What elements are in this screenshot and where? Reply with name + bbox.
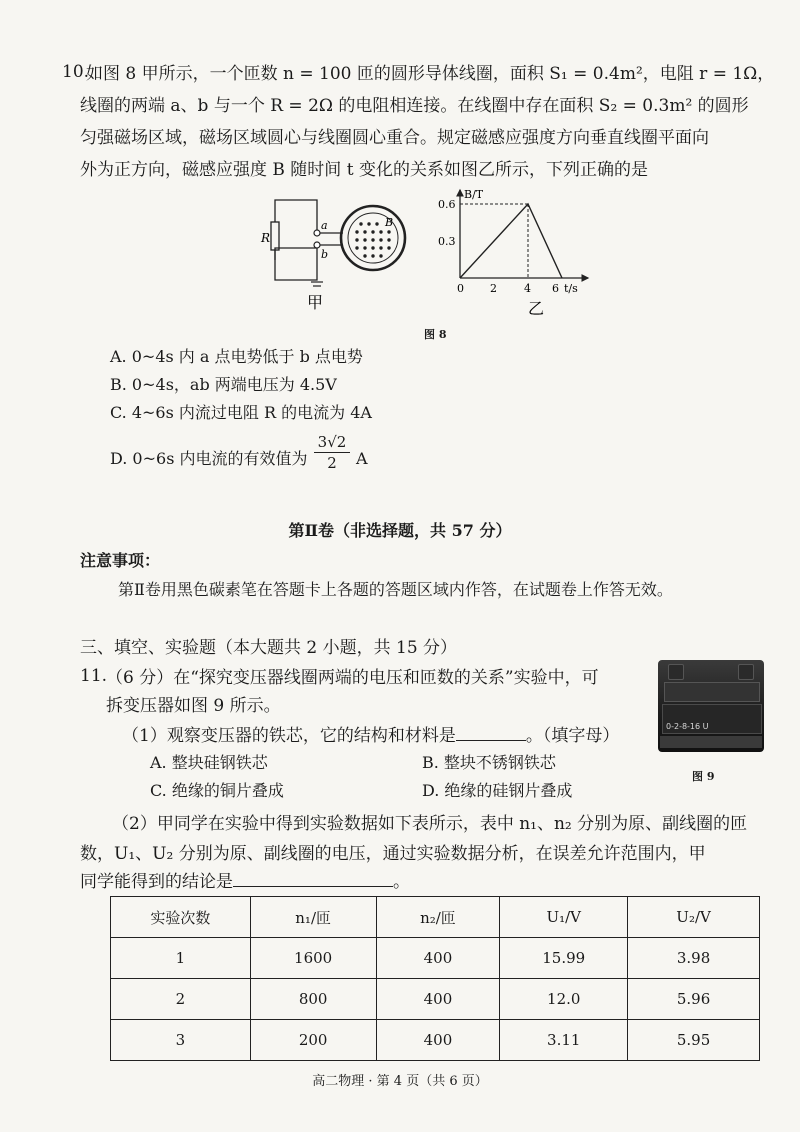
question-11-number: 11. [80,666,108,686]
table-cell: 3.11 [500,1020,628,1061]
experiment-data-table [110,896,760,1061]
part-2-title: 第Ⅱ卷（非选择题，共 57 分） [288,521,512,540]
table-cell: 400 [376,1020,500,1061]
table-cell: 5.96 [628,979,760,1020]
table-cell: 3 [111,1020,251,1061]
graph-x-axis-label: t/s [564,282,578,295]
iron-core-top [664,682,760,702]
figure-8-caption: 图 8 [424,328,447,341]
table-header-row [111,897,760,938]
table-row [111,938,760,979]
notice-title: 注意事项： [80,551,161,570]
table-cell: 1600 [250,938,376,979]
notice-text: 第Ⅱ卷用黑色碳素笔在答题卡上各题的答题区域内作答，在试题卷上作答无效。 [118,580,673,599]
figure-9-transformer-photo [658,660,764,752]
table-cell: 400 [376,979,500,1020]
figure-9-label: 0-2-8-16 U [666,722,709,731]
q10-line-2: 线圈的两端 a、b 与一个 R = 2Ω 的电阻相连接。在线圈中存在面积 S₂ = 0.3m² 的圆形 [80,96,749,116]
q11-sub2-answer-blank [233,870,393,887]
q11-line-2: 拆变压器如图 9 所示。 [106,696,281,716]
q10-option-b: B. 0~4s，ab 两端电压为 4.5V [110,375,337,394]
table-header-cell: n₂/匝 [376,897,500,938]
graph-y-axis-label: B/T [464,188,484,201]
q11-sub2-line-3 [80,870,410,894]
terminal-knob-icon [668,664,684,680]
field-label: B [385,216,394,229]
table-row [111,1020,760,1061]
table-cell: 2 [111,979,251,1020]
graph-bt-line [460,204,562,278]
graph-x-tick-2: 2 [490,282,497,295]
table-header-cell: n₁/匝 [250,897,376,938]
table-row [111,979,760,1020]
page-footer: 高二物理 · 第 4 页（共 6 页） [312,1074,488,1089]
figure-9-caption: 图 9 [692,770,715,783]
table-header-cell: 实验次数 [111,897,251,938]
table-cell: 3.98 [628,938,760,979]
section-3-title: 三、填空、实验题（本大题共 2 小题，共 15 分） [80,638,458,658]
q11-option-d: D. 绝缘的硅钢片叠成 [422,781,573,800]
figure-yi-caption: 乙 [528,299,545,318]
figure-8-circuit [255,188,425,320]
terminal-knob-icon [738,664,754,680]
q11-sub2-line-1: （2）甲同学在实验中得到实验数据如下表所示，表中 n₁、n₂ 分别为原、副线圈的匝 [112,814,748,834]
table-header-cell: U₂/V [628,897,760,938]
graph-y-tick-0.6: 0.6 [438,198,456,211]
table-cell: 5.95 [628,1020,760,1061]
table-cell: 12.0 [500,979,628,1020]
table-cell: 400 [376,938,500,979]
transformer-base [660,736,762,748]
q10-line-3: 匀强磁场区域，磁场区域圆心与线圈圆心重合。规定磁感应强度方向垂直线圈平面向 [80,128,709,148]
q11-option-b: B. 整块不锈钢铁芯 [422,753,556,772]
q11-sub1-text: （1）观察变压器的铁芯，它的结构和材料是 [122,726,456,746]
q10-option-d-unit: A [356,449,368,468]
terminal-a-label: a [321,219,328,232]
q11-option-a: A. 整块硅钢铁芯 [150,753,268,772]
q10-option-c: C. 4~6s 内流过电阻 R 的电流为 4A [110,403,372,422]
q11-sub1 [122,724,619,748]
q11-option-c: C. 绝缘的铜片叠成 [150,781,284,800]
q11-sub2-line-2: 数，U₁、U₂ 分别为原、副线圈的电压，通过实验数据分析，在误差允许范围内，甲 [80,844,706,864]
q10-option-d-fraction [314,432,350,473]
table-cell: 800 [250,979,376,1020]
table-header-cell: U₁/V [500,897,628,938]
terminal-b-label: b [321,248,329,261]
figure-jia-caption: 甲 [307,293,324,312]
question-10-number: 10. [62,62,90,82]
graph-x-tick-4: 4 [524,282,531,295]
q11-sub1-answer-blank [456,724,526,741]
graph-x-tick-6: 6 [552,282,559,295]
graph-x-tick-0: 0 [457,282,464,295]
q11-sub1-end: 。（填字母） [525,726,620,746]
table-cell: 200 [250,1020,376,1061]
fraction-numerator: 3√2 [314,432,350,453]
graph-y-tick-0.3: 0.3 [438,235,456,248]
q10-option-a: A. 0~4s 内 a 点电势低于 b 点电势 [110,347,363,366]
q11-sub2-end: 。 [393,872,410,892]
figure-8-graph [428,186,598,320]
resistor-label: R [261,231,271,245]
table-cell: 15.99 [500,938,628,979]
q10-line-4: 外为正方向，磁感应强度 B 随时间 t 变化的关系如图乙所示，下列正确的是 [80,160,648,180]
fraction-denominator: 2 [327,454,337,472]
q10-line-1: 如图 8 甲所示，一个匝数 n = 100 匝的圆形导体线圈，面积 S₁ = 0.4m²，电阻 r = 1Ω， [86,64,775,84]
table-cell: 1 [111,938,251,979]
q11-sub2-text: 同学能得到的结论是 [80,872,233,892]
q10-option-d-prefix: D. 0~6s 内电流的有效值为 [110,449,308,468]
q11-line-1: （6 分）在“探究变压器线圈两端的电压和匝数的关系”实验中，可 [106,668,599,688]
